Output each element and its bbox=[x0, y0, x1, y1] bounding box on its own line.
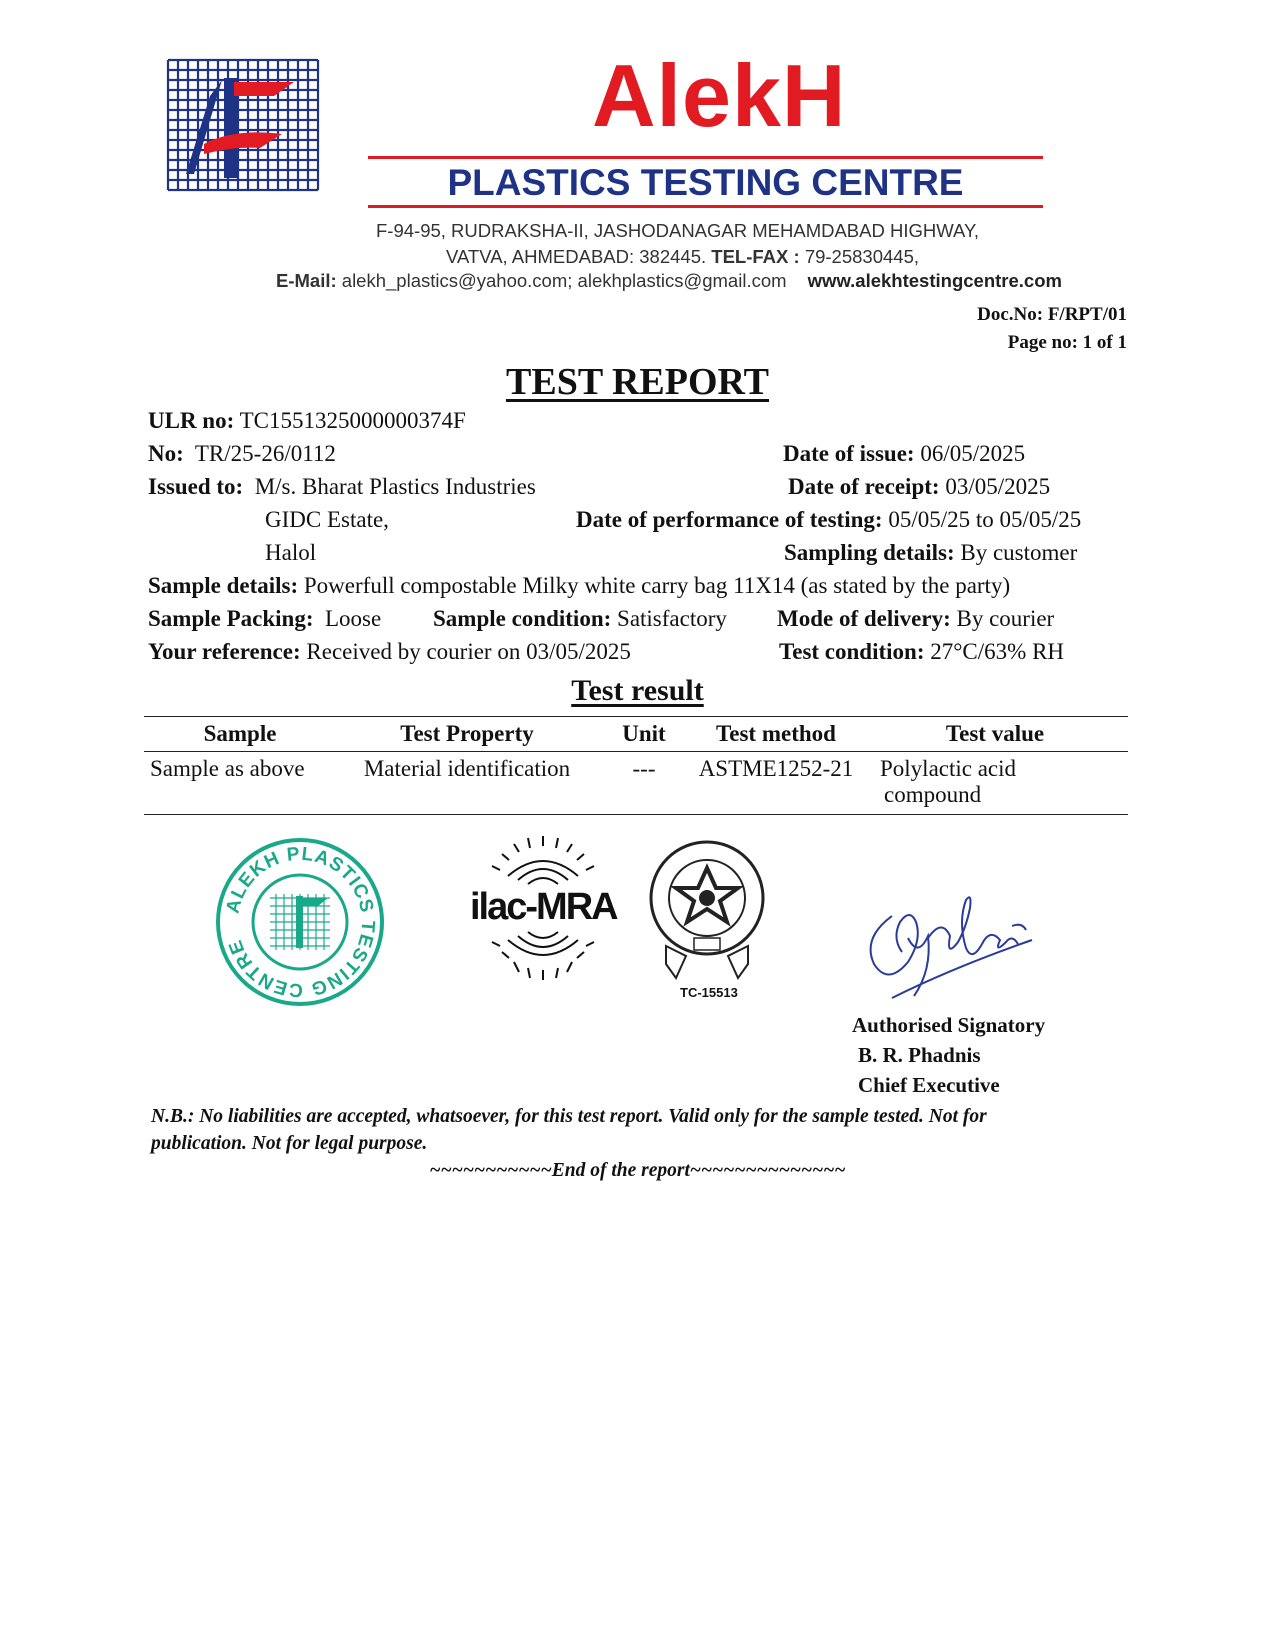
company-logo-grid-icon bbox=[164, 56, 322, 196]
website-link[interactable]: www.alekhtestingcentre.com bbox=[807, 270, 1062, 291]
nabl-accreditation-emblem-icon bbox=[646, 838, 768, 984]
sample-packing-value: Loose bbox=[324, 606, 382, 631]
header-unit: Unit bbox=[598, 717, 690, 752]
report-title: TEST REPORT bbox=[506, 361, 769, 403]
delivery-mode-value: By courier bbox=[956, 606, 1055, 631]
email-value[interactable]: alekh_plastics@yahoo.com; alekhplastics@gmail.com bbox=[341, 270, 787, 291]
test-condition-label: Test condition: bbox=[779, 639, 925, 664]
delivery-mode-row bbox=[777, 606, 1054, 632]
results-header-row bbox=[144, 717, 1128, 752]
receipt-date-row bbox=[788, 474, 1050, 500]
signatory-title: Authorised Signatory bbox=[852, 1013, 1046, 1037]
sample-condition-label: Sample condition: bbox=[433, 606, 612, 631]
address-line-2 bbox=[446, 246, 919, 268]
cell-sample: Sample as above bbox=[144, 752, 336, 815]
sample-packing-label: Sample Packing: bbox=[148, 606, 314, 631]
ulr-label: ULR no: bbox=[148, 408, 235, 433]
ilac-mra-label: ilac-MRA bbox=[470, 886, 617, 928]
email-label: E-Mail: bbox=[276, 270, 337, 291]
telfax-value: 79-25830445, bbox=[804, 246, 920, 267]
report-no-row bbox=[148, 441, 336, 467]
header-sample: Sample bbox=[144, 717, 336, 752]
sample-details-row bbox=[148, 573, 1010, 599]
sample-packing-row bbox=[148, 606, 381, 632]
table-row bbox=[144, 752, 1128, 815]
performance-date-row bbox=[576, 507, 1081, 533]
signatory-role: Chief Executive bbox=[858, 1073, 1000, 1097]
reference-label: Your reference: bbox=[148, 639, 301, 664]
cell-value-line-1: Polylactic acid bbox=[880, 756, 1017, 781]
header-test-method: Test method bbox=[690, 717, 862, 752]
address-line-1: F-94-95, RUDRAKSHA-II, JASHODANAGAR MEHAMDABAD HIGHWAY, bbox=[376, 220, 980, 241]
reference-value: Received by courier on 03/05/2025 bbox=[306, 639, 631, 664]
sampling-details-row bbox=[784, 540, 1077, 566]
receipt-date-value: 03/05/2025 bbox=[945, 474, 1051, 499]
delivery-mode-label: Mode of delivery: bbox=[777, 606, 951, 631]
contact-line bbox=[276, 270, 1062, 292]
receipt-date-label: Date of receipt: bbox=[788, 474, 940, 499]
doc-number: Doc.No: F/RPT/01 bbox=[977, 304, 1127, 325]
header-test-value: Test value bbox=[862, 717, 1128, 752]
disclaimer-note: N.B.: No liabilities are accepted, whatsoever, for this test report. Valid only for the sample tested. Not for publication. Not for legal purpose. bbox=[151, 1106, 987, 1155]
ulr-row bbox=[148, 408, 466, 434]
sample-condition-row bbox=[433, 606, 727, 632]
page-number: Page no: 1 of 1 bbox=[1007, 332, 1127, 353]
cell-unit: --- bbox=[598, 752, 690, 815]
company-stamp-icon bbox=[214, 836, 386, 1008]
centre-name: PLASTICS TESTING CENTRE bbox=[447, 162, 964, 203]
signature-image bbox=[862, 878, 1052, 1008]
signatory-name: B. R. Phadnis bbox=[858, 1043, 981, 1067]
nabl-certificate-code: TC-15513 bbox=[680, 985, 738, 1000]
results-title: Test result bbox=[571, 674, 704, 707]
stamp-ring-text: ALEKH PLASTICS TESTING CENTRE bbox=[222, 843, 379, 1001]
issue-date-row bbox=[783, 441, 1025, 467]
report-no-label: No: bbox=[148, 441, 184, 466]
header-test-property: Test Property bbox=[336, 717, 598, 752]
sampling-details-label: Sampling details: bbox=[784, 540, 955, 565]
issued-to-line-3: Halol bbox=[265, 540, 317, 565]
telfax-label: TEL-FAX : bbox=[711, 246, 800, 267]
cell-method: ASTME1252-21 bbox=[690, 752, 862, 815]
issued-to-line-2: GIDC Estate, bbox=[265, 507, 389, 532]
address-city: VATVA, AHMEDABAD: 382445. bbox=[446, 246, 707, 267]
issued-to-label: Issued to: bbox=[148, 474, 244, 499]
sample-details-label: Sample details: bbox=[148, 573, 299, 598]
cell-value-line-2: compound bbox=[884, 782, 982, 807]
cell-property: Material identification bbox=[336, 752, 598, 815]
reference-row bbox=[148, 639, 631, 665]
ulr-value: TC1551325000000374F bbox=[239, 408, 466, 433]
test-condition-value: 27°C/63% RH bbox=[930, 639, 1065, 664]
end-of-report: ~~~~~~~~~~~End of the report~~~~~~~~~~~~~~ bbox=[429, 1160, 846, 1181]
header-divider-bottom bbox=[368, 205, 1043, 208]
performance-date-label: Date of performance of testing: bbox=[576, 507, 883, 532]
brand-name: AlekH bbox=[592, 46, 847, 145]
cell-value bbox=[862, 752, 1128, 815]
report-no-value: TR/25-26/0112 bbox=[194, 441, 336, 466]
sample-condition-value: Satisfactory bbox=[617, 606, 727, 631]
issued-to-row bbox=[148, 474, 536, 500]
issue-date-value: 06/05/2025 bbox=[920, 441, 1026, 466]
results-table bbox=[144, 716, 1128, 815]
issued-to-line-1: M/s. Bharat Plastics Industries bbox=[254, 474, 536, 499]
header-divider-top bbox=[368, 156, 1043, 159]
performance-date-value: 05/05/25 to 05/05/25 bbox=[888, 507, 1082, 532]
sample-details-value: Powerfull compostable Milky white carry bag 11X14 (as stated by the party) bbox=[303, 573, 1011, 598]
test-condition-row bbox=[779, 639, 1064, 665]
issue-date-label: Date of issue: bbox=[783, 441, 915, 466]
sampling-details-value: By customer bbox=[960, 540, 1078, 565]
